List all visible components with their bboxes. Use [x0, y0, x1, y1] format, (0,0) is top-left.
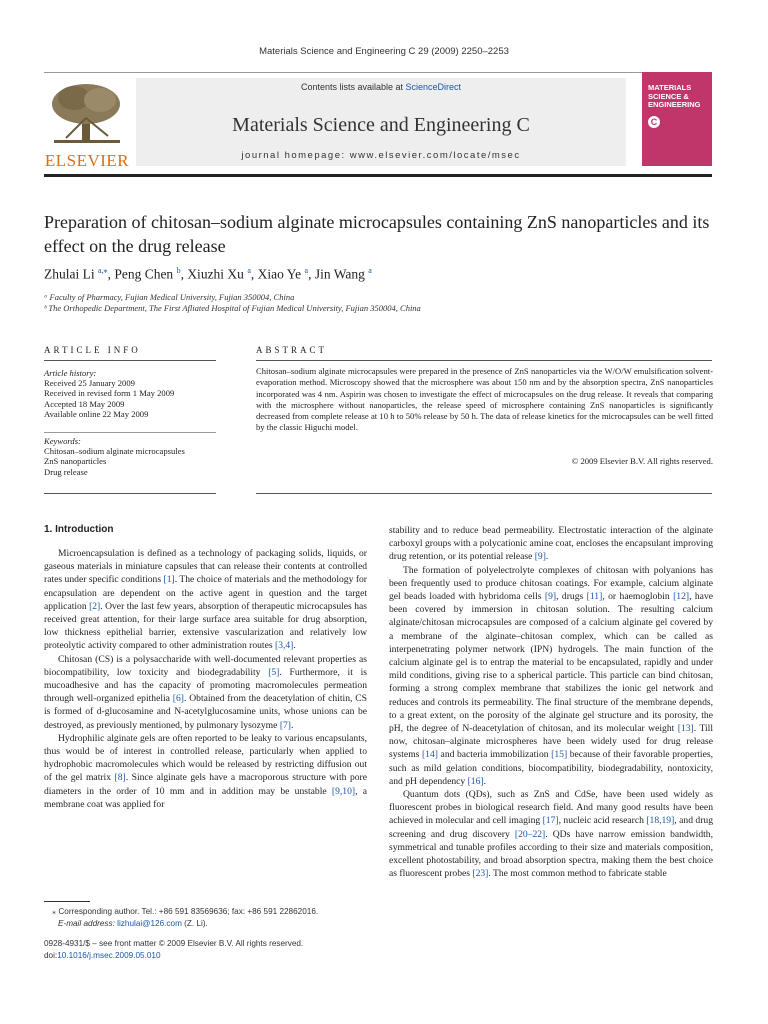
doi-prefix: doi:	[44, 950, 58, 960]
citation-link[interactable]: [12]	[673, 591, 690, 603]
corresponding-author-footnote	[44, 906, 367, 929]
paragraph-text: , a membrane coat was applied for	[44, 785, 367, 810]
body-paragraph	[44, 732, 367, 811]
journal-title: Materials Science and Engineering C	[232, 114, 530, 136]
citation-link[interactable]: [9]	[544, 591, 557, 603]
paragraph-text: , or haemoglobin	[602, 591, 674, 603]
section-heading-introduction: 1. Introduction	[44, 524, 114, 535]
history-label: Article history:	[44, 368, 97, 378]
paragraph-text: Chitosan (CS) is a polysaccharide with well-documented relevant properties as biocompatibility, low toxicity and biodegradability	[44, 653, 367, 678]
history-accepted: Accepted 18 May 2009	[44, 398, 125, 409]
email-suffix: (Z. Li).	[181, 918, 208, 928]
body-paragraph	[389, 788, 713, 880]
author-affiliation-marker[interactable]: a	[368, 266, 372, 275]
front-matter-meta	[44, 938, 367, 961]
copyright-notice: © 2009 Elsevier B.V. All rights reserved.	[571, 456, 713, 466]
paragraph-text: .	[545, 551, 549, 563]
citation-link[interactable]: [3,4]	[275, 640, 294, 652]
citation-link[interactable]: [14]	[421, 749, 438, 761]
paragraph-text: . Till now, chitosan–alginate microspheres have been widely used for drug release systems	[389, 723, 713, 761]
author-name: Xiao Ye	[257, 266, 305, 282]
author-name: Xiuzhi Xu	[187, 266, 248, 282]
paragraph-text: . QDs have narrow emission bandwidth, symmetrical and tunable profiles according to their size and materials composition, excellent photostability, and broad absorption spectra, making them the best choice as fluorescent probes	[389, 828, 713, 880]
publisher-wordmark: ELSEVIER	[44, 151, 130, 170]
paragraph-text: because of their favorable properties, such as mild gelation conditions, biocompatibility, biodegradability, nontoxicity, and pH dependency	[389, 749, 713, 787]
affiliation-a: ᵃ Faculty of Pharmacy, Fujian Medical University, Fujian 350004, China	[44, 292, 295, 302]
journal-header	[44, 72, 712, 174]
divider	[256, 493, 712, 494]
author-name: Peng Chen	[114, 266, 177, 282]
author-affiliation-marker[interactable]: a	[304, 266, 309, 275]
citation-link[interactable]: [8]	[114, 772, 126, 784]
cover-letter: C	[648, 116, 660, 128]
elsevier-tree-logo	[44, 78, 130, 170]
citation-link[interactable]: [23]	[472, 868, 489, 880]
cover-title: MATERIALS SCIENCE & ENGINEERING	[648, 83, 701, 109]
body-paragraph	[389, 524, 713, 564]
running-head: Materials Science and Engineering C 29 (2009) 2250–2253	[259, 46, 509, 57]
keyword-item: Chitosan–sodium alginate microcapsules	[44, 446, 185, 457]
paragraph-text: . Furthermore, it is mucoadhesive and has the capacity of promoting macromolecules permeation through well-organized epithelia	[44, 666, 367, 705]
author-name: Zhulai Li	[44, 266, 98, 282]
contents-prefix: Contents lists available at	[300, 82, 406, 92]
paragraph-text: .	[291, 719, 294, 731]
citation-link[interactable]: [1]	[163, 574, 175, 586]
history-received: Received 25 January 2009	[44, 378, 135, 389]
abstract-text: Chitosan–sodium alginate microcapsules were prepared in the presence of ZnS nanoparticles via the W/O/W emulsification solvent-evaporation method. Microscopy showed that the microsphere was about 150 nm and by the absorption spectra, ZnS nanoparticles incorporated was 4 nm. Aspirin was chosen to investigate the effect of microcapsules on the drug release. It reveals that comparing with the microsphere without nanoparticles, the release speed of microsphere containing ZnS nanoparticles is significantly decreased from complete release at 10 h to 50% release by 50 h. The data of release kinetics for the microcapsules can be well fitted by the classic Higuchi model.	[256, 366, 713, 433]
issn-line: 0928-4931/$ – see front matter © 2009 Elsevier B.V. All rights reserved.	[44, 939, 304, 948]
citation-link[interactable]: [7]	[279, 719, 291, 731]
citation-link[interactable]: [18,19]	[646, 815, 675, 827]
citation-link[interactable]: [9,10]	[331, 785, 356, 797]
keyword-item: Drug release	[44, 466, 88, 477]
history-online: Available online 22 May 2009	[44, 408, 149, 419]
citation-link[interactable]: [13]	[677, 723, 694, 735]
tree-icon	[44, 78, 130, 148]
paragraph-text: .	[293, 640, 296, 652]
article-info-heading: ARTICLE INFO	[44, 345, 141, 355]
paragraph-text: . Obtained from the deacetylation of chitin, CS is formed of d-glucosamine and N-acetylglucosamine units, whose unions can be destroyed, as previously mentioned, by pulmonary lysozyme	[44, 693, 367, 731]
paragraph-text: and bacteria immobilization	[437, 749, 552, 761]
paragraph-text: , nucleic acid research	[558, 815, 647, 827]
header-bottom-rule	[44, 174, 712, 177]
author-list: Zhulai Li $^{a,⁎}$, Peng Chen $^b$, Xiuzhi Xu $^a$, Xiao Ye $^a$, Jin Wang $^a$	[44, 266, 372, 282]
affiliation-b: ᵇ The Orthopedic Department, The First Afliated Hospital of Fujian Medical University, Fujian 350004, China	[44, 303, 421, 313]
body-column-right	[389, 524, 713, 880]
citation-link[interactable]: [6]	[172, 693, 184, 705]
journal-homepage-link[interactable]: journal homepage: www.elsevier.com/locate/msec	[241, 150, 521, 161]
sciencedirect-link[interactable]: ScienceDirect	[405, 82, 462, 92]
journal-cover-thumbnail	[642, 72, 712, 166]
citation-link[interactable]: [20–22]	[514, 828, 546, 840]
email-link[interactable]: lizhulai@126.com	[117, 918, 182, 928]
paragraph-text: . Since alginate gels have a macroporous structure with pore diameters in the order of 10 mm and in addition may be unstable	[44, 772, 367, 797]
divider	[256, 360, 712, 361]
paper-title: Preparation of chitosan–sodium alginate microcapsules containing ZnS nanoparticles and its effect on the drug release	[44, 212, 710, 256]
paragraph-text: . The choice of materials and the methodology for encapsulation are dependent on the active agent in question and the target application	[44, 574, 368, 612]
paragraph-text: . Over the last few years, absorption of therapeutic microcapsules has received great attention, for their large surface area suitable for drug absorption, low thickness epithelial barrier, extensive vascularization and relatively low proteolytic activity compared to other administration routes	[44, 600, 367, 652]
doi-link[interactable]: 10.1016/j.msec.2009.05.010	[57, 950, 161, 960]
body-paragraph	[44, 547, 367, 653]
author-name: Jin Wang	[314, 266, 369, 282]
citation-link[interactable]: [16]	[467, 775, 484, 787]
keyword-item: ZnS nanoparticles	[44, 456, 107, 467]
article-history	[44, 368, 216, 419]
divider	[44, 360, 216, 361]
journal-band	[136, 78, 626, 166]
contents-availability	[136, 82, 626, 92]
body-paragraph	[389, 564, 713, 788]
paragraph-text: Microencapsulation is defined as a technology of packaging solids, liquids, or gaseous materials in miniature capsules that can release their contents at controlled rates under specific conditions	[44, 548, 367, 586]
paragraph-text: The formation of polyelectrolyte complexes of chitosan with polyanions has been frequently used to produce chitosan coatings. For example, calcium alginate gel beads loaded with hybridoma cells	[389, 564, 713, 603]
divider	[44, 432, 216, 433]
citation-link[interactable]: [2]	[89, 600, 101, 612]
author-affiliation-marker[interactable]: b	[176, 266, 181, 275]
divider	[44, 493, 216, 494]
citation-link[interactable]: [9]	[534, 551, 546, 563]
paragraph-text: . The most common method to fabricate stable	[488, 868, 667, 880]
paragraph-text: Quantum dots (QDs), such as ZnS and CdSe, have been used widely as fluorescent probes in biological research field. And many good results have been achieved in molecular and cell imaging	[389, 789, 713, 827]
citation-link[interactable]: [11]	[586, 591, 603, 603]
author-affiliation-marker[interactable]: a,⁎	[98, 266, 108, 275]
paragraph-text: .	[483, 775, 486, 787]
paragraph-text: Hydrophilic alginate gels are often reported to be leaky to various encapsulants, thus would be of interest in controlled release, particularly when applied to hydrophobic macromolecules which would be released by restricting diffusion out of the gel matrix	[44, 732, 367, 784]
body-column-left	[44, 547, 367, 811]
history-revised: Received in revised form 1 May 2009	[44, 388, 175, 399]
paragraph-text: , have been covered by immersion in chitosan solution. The resulting calcium alginate/chitosan microcapsules are composed of a calcium alginate gel covered by a membrane of the alginate–chitosan complex, which can be called as interpenetrating polymer network (IPN) hydrogels. The main function of the calcium alginate gel is to entrap the material to be encapsulated, rapidly and under mild conditions, giving rise to a spherical particle. This particle can bind chitosan, forming a strong complex membrane that stabilizes the ionic gel network and reduces and controls its permeability. The final structure of the membrane depends, to a great extent, on the porosity of the alginate gel structure and its porosity, the pH, the degree of N-deacetylation of chitosan, and its molecular weight	[389, 591, 713, 735]
footnote-contact: ⁎ Corresponding author. Tel.: +86 591 83569636; fax: +86 591 22862016.	[52, 907, 319, 916]
paragraph-text: stability and to reduce bead permeability. Electrostatic interaction of the alginate carboxyl groups with a polycationic amine coat, encloses the encapsulant improving drug retention, or its potential release	[389, 525, 713, 563]
footnote-rule	[44, 901, 90, 902]
paragraph-text: , and drug screening and drug discovery	[389, 815, 713, 840]
keywords-label: Keywords:	[44, 436, 81, 446]
paragraph-text: , drugs	[556, 591, 587, 603]
author-affiliation-marker[interactable]: a	[247, 266, 251, 275]
body-paragraph	[44, 653, 367, 732]
citation-link[interactable]: [15]	[551, 749, 568, 761]
citation-link[interactable]: [5]	[268, 666, 280, 678]
abstract-heading: ABSTRACT	[256, 345, 328, 355]
keywords	[44, 436, 216, 477]
email-label: E-mail address:	[58, 918, 118, 928]
citation-link[interactable]: [17]	[542, 815, 559, 827]
